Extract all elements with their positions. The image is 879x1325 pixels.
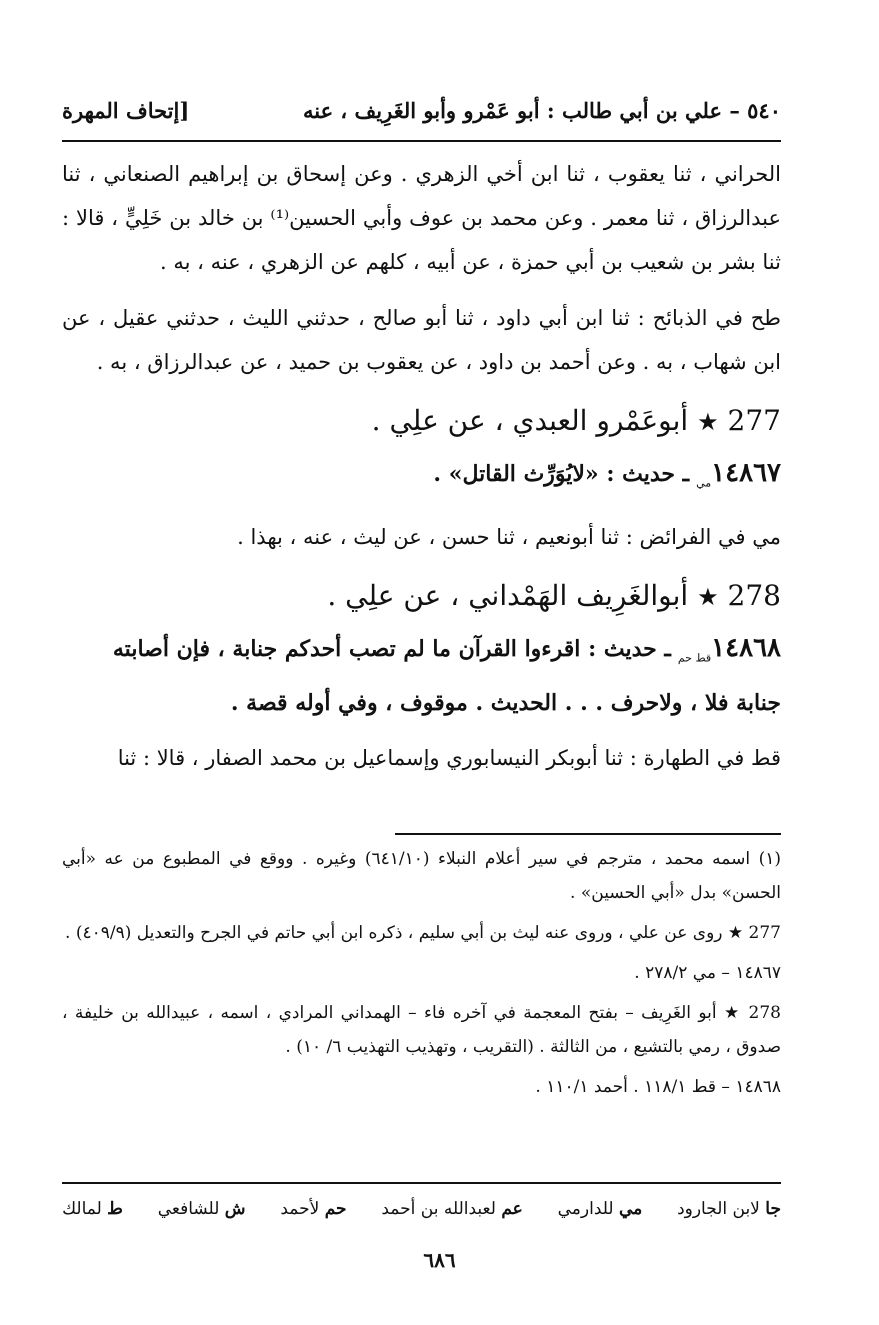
running-header [62,90,781,130]
hadith-text: ـ حديث : «لايُوَرِّث القاتل» . [433,461,690,487]
star-icon: ★ [697,583,719,612]
header-book-title: [إتحاف المهرة [62,97,190,123]
star-icon: ★ [697,408,719,436]
hadith-14868 [62,626,781,725]
hadith-14867 [62,451,781,505]
paragraph: قط في الطهارة : ثنا أبوبكر النيسابوري وإسماعيل بن محمد الصفار ، قالا : ثنا [117,745,781,770]
narrator-entry-278 [62,571,781,622]
abbreviation: جا لابن الجارود [677,1199,781,1219]
entry-number: 278 [727,579,781,613]
abbreviations-divider [62,1182,781,1184]
hadith-number: ١٤٨٦٨ [711,633,781,664]
source-code: قط حم [677,651,712,665]
abbreviation: مي للدارمي [557,1199,643,1219]
footnote: 278 ★ أبو الغَرِيف – بفتح المعجمة في آخره فاء – الهمداني المرادي ، اسمه ، عبيدالله بن خليفة ، صدوق ، رمي بالتشيع ، من الثالثة . (التقريب ، وتهذيب التهذيب ٦/ ١٠) . [62,1003,781,1057]
abbreviation: عم لعبدالله بن أحمد [381,1199,523,1219]
main-text [62,152,781,792]
source-code: مي [696,476,712,490]
footnote-divider [395,833,781,835]
hadith-text: ـ حديث : اقرءوا القرآن ما لم تصب أحدكم جنابة ، فإن أصابته جنابة فلا ، ولاحرف . . . الحديث . موقوف ، وفي أوله قصة . [112,636,781,716]
header-title: ٥٤٠ – علي بن أبي طالب : أبو عَمْرو وأبو الغَرِيف ، عنه [303,97,781,123]
abbreviation: ط لمالك [62,1199,123,1219]
narrator-entry-277 [62,396,781,447]
footnote: ١٤٨٦٧ – مي ٢٧٨/٢ . [634,963,781,983]
entry-text: أبوعَمْرو العبدي ، عن علِي . [371,404,689,437]
footnote: 277 ★ روى عن علي ، وروى عنه ليث بن أبي سليم ، ذكره ابن أبي حاتم في الجرح والتعديل (٤٠٩/٩) . [65,923,781,943]
footnotes [62,842,781,1110]
entry-number: 277 [727,404,781,437]
paragraph: الحراني ، ثنا يعقوب ، ثنا ابن أخي الزهري . وعن إسحاق بن إبراهيم الصنعاني ، ثنا عبدالرزاق ، ثنا معمر . وعن محمد بن عوف وأبي الحسين⁽¹⁾ بن خالد بن خَلِيٍّ ، قالا : ثنا بشر بن شعيب بن أبي حمزة ، عن أبيه ، كلهم عن الزهري ، عنه ، به . [62,162,781,274]
hadith-number: ١٤٨٦٧ [711,458,781,488]
entry-text: أبوالغَرِيف الهَمْداني ، عن علِي . [327,579,689,613]
abbreviations-key [62,1192,781,1226]
footnote: ١٤٨٦٨ – قط ١١٨/١ . أحمد ١١٠/١ . [535,1077,781,1097]
paragraph: طح في الذبائح : ثنا ابن أبي داود ، ثنا أبو صالح ، حدثني الليث ، حدثني عقيل ، عن ابن شهاب ، به . وعن أحمد بن داود ، عن يعقوب بن حميد ، عن عبدالرزاق ، به . [62,306,781,374]
footnote: (١) اسمه محمد ، مترجم في سير أعلام النبلاء (٦٤١/١٠) وغيره . ووقع في المطبوع من عه «أبي الحسن» بدل «أبي الحسين» . [62,849,782,903]
page-number: ٦٨٦ [423,1248,456,1272]
paragraph: مي في الفرائض : ثنا أبونعيم ، ثنا حسن ، عن ليث ، عنه ، بهذا . [237,525,781,550]
abbreviation: ش للشافعي [157,1199,246,1219]
header-divider [62,140,781,142]
abbreviation: حم لأحمد [280,1199,347,1219]
